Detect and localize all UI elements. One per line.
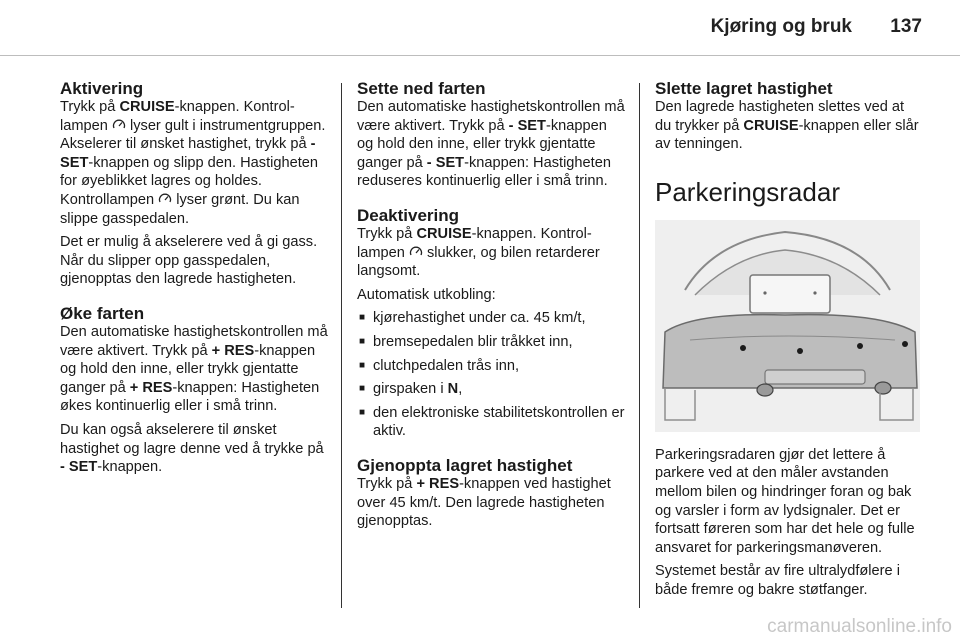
column-divider-2 <box>639 83 640 608</box>
section-deaktivering <box>357 206 625 441</box>
paragraph <box>60 421 328 477</box>
cruise-button-name: CRUISE <box>119 99 175 115</box>
list-item: ■ den elektroniske stabilitetskontrollen er aktiv. <box>357 404 625 441</box>
text: girspaken i <box>373 381 448 398</box>
text: -knappen og hold den inne, eller trykk gjentatte ganger på <box>60 342 316 396</box>
car-rear-bumper-illustration <box>655 220 920 432</box>
page-header <box>0 0 960 55</box>
set-button-name: - SET <box>426 154 465 171</box>
text: lyser gult i instrumentgruppen. Akselerer til ønsket hastighet, trykk på <box>60 117 326 153</box>
paragraph: Systemet består av fire ultralydfølere i både fremre og bakre støtfanger. <box>655 563 900 598</box>
text: , <box>458 381 463 398</box>
column-2 <box>357 79 625 536</box>
text: -knappen og slipp den. Hastigheten for øyeblikket lagres og holdes. Kontrollampen <box>60 154 318 208</box>
heading-aktivering: Aktivering <box>60 79 144 98</box>
cruise-button-name: CRUISE <box>416 225 472 242</box>
cruise-button-name: CRUISE <box>743 117 799 134</box>
text: Trykk på <box>60 99 120 115</box>
text: slukker, og bilen retarderer langsomt. <box>357 244 600 280</box>
res-button-name: + RES <box>211 342 255 359</box>
set-button-name: - SET <box>60 459 98 476</box>
text: Den automatiske hastighetskontrollen må være aktivert. Trykk på <box>357 99 625 134</box>
text: Trykk på <box>357 475 417 492</box>
list-item: ■ kjørehastighet under ca. 45 km/t, <box>357 309 625 328</box>
set-button-name: - SET <box>508 117 546 134</box>
heading-oke-farten: Øke farten <box>60 303 145 323</box>
paragraph <box>60 98 328 228</box>
gear-neutral-label: N <box>447 381 459 398</box>
set-button-name: - SET <box>60 136 316 171</box>
text: lyser grønt. Du kan slippe gasspedalen. <box>60 191 300 227</box>
heading-sette-ned-farten: Sette ned farten <box>357 79 486 98</box>
watermark: carmanualsonline.info <box>767 616 952 637</box>
column-1 <box>60 79 328 482</box>
section-title-parkeringsradar: Parkeringsradar <box>655 176 840 207</box>
section-slette <box>655 79 923 154</box>
list-item <box>357 380 625 399</box>
text: -knappen og hold den inne, eller trykk gjentatte ganger på <box>357 117 607 171</box>
cruise-control-lamp-icon <box>409 246 423 258</box>
paragraph <box>357 98 625 191</box>
cruise-control-lamp-icon <box>112 119 126 131</box>
paragraph <box>655 98 923 154</box>
heading-gjenoppta: Gjenoppta lagret hastighet <box>357 455 573 475</box>
heading-slette: Slette lagret hastighet <box>655 79 833 98</box>
header-rule <box>0 55 960 56</box>
text: Trykk på <box>357 225 417 242</box>
text: -knappen ved hastighet over 45 km/t. Den lagrede hastigheten gjenopptas. <box>357 475 611 530</box>
paragraph <box>60 323 328 416</box>
chapter-title: Kjøring og bruk <box>710 16 852 37</box>
text: Du kan også akselerere til ønsket hastighet og lagre denne ved å trykke på <box>60 421 324 457</box>
paragraph: Automatisk utkobling: <box>357 286 496 303</box>
heading-deaktivering: Deaktivering <box>357 205 460 225</box>
paragraph <box>357 475 625 531</box>
paragraph <box>357 225 625 281</box>
res-button-name: + RES <box>129 379 173 396</box>
text: -knappen. Kontrollampen <box>60 99 295 134</box>
paragraph: Parkeringsradaren gjør det lettere å parkere ved at den måler avstanden mellom bilen og hindringer foran og bak og varsler i form av lydsignaler. Det er fortsatt føreren som har det hele og fulle ansvaret for parkeringsmanøveren. <box>655 446 915 556</box>
text: Den automatiske hastighetskontrollen må være aktivert. Trykk på <box>60 323 328 359</box>
auto-disengage-list <box>357 309 625 441</box>
page-number: 137 <box>890 16 922 37</box>
text: -knappen: Hastigheten reduseres kontinuerlig eller i små trinn. <box>357 154 611 190</box>
section-gjenoppta <box>357 456 625 531</box>
text: Den lagrede hastigheten slettes ved at du trykker på <box>655 99 905 134</box>
column-3 <box>655 79 923 605</box>
section-oke-farten <box>60 304 328 477</box>
text: -knappen: Hastigheten økes kontinuerlig eller i små trinn. <box>60 379 320 415</box>
paragraph: Det er mulig å akselerere ved å gi gass. Når du slipper opp gasspedalen, gjenopptas den lagrede hastigheten. <box>60 234 318 288</box>
list-item: ■ bremsepedalen blir tråkket inn, <box>357 333 625 352</box>
res-button-name: + RES <box>416 475 460 492</box>
text: -knappen. Kontrollampen <box>357 225 592 261</box>
column-divider-1 <box>341 83 342 608</box>
section-aktivering <box>60 79 328 289</box>
list-item: ■ clutchpedalen trås inn, <box>357 357 625 376</box>
section-sette-ned-farten <box>357 79 625 191</box>
cruise-control-lamp-icon <box>158 193 172 205</box>
text: -knappen. <box>97 459 163 476</box>
text: -knappen eller slår av tenningen. <box>655 117 919 153</box>
